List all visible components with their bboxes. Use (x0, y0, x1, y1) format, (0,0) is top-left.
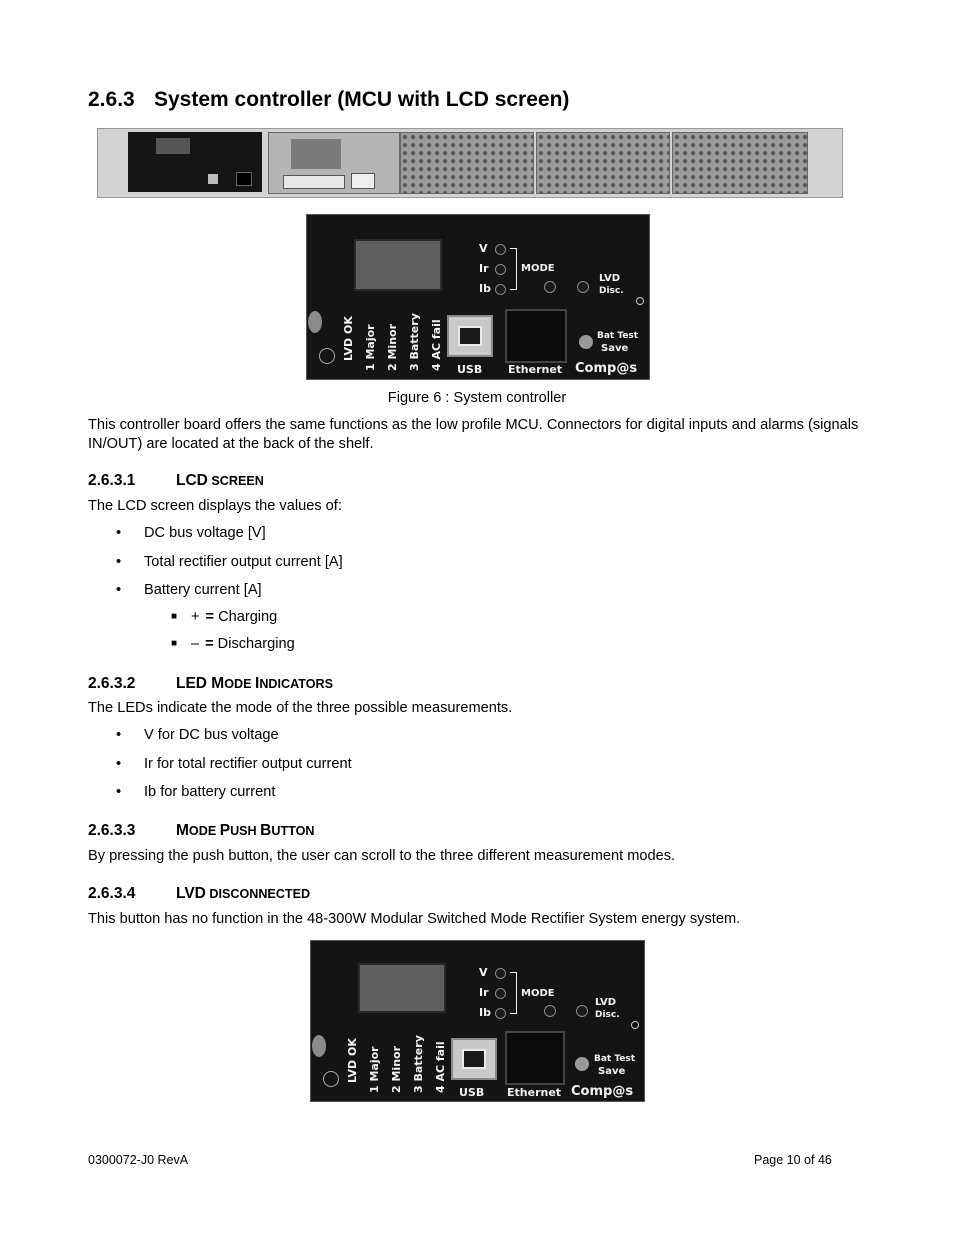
list-item: • V for DC bus voltage (116, 727, 279, 743)
led-label-v: V (479, 242, 488, 255)
distribution-module-thumb (268, 132, 400, 194)
list-item-text: Ib for battery current (144, 784, 276, 800)
list-item-text: Ir for total rectifier output current (144, 756, 352, 772)
bat-test-button (575, 1057, 589, 1071)
major-label: 1 Major (364, 324, 377, 371)
heading-part: P (219, 822, 231, 839)
minor-label: 2 Minor (390, 1045, 403, 1093)
sub-list-item-text: Discharging (217, 636, 295, 652)
led-ib (495, 1008, 506, 1019)
lvd-ok-label: LVD OK (342, 316, 355, 361)
equals-sign: = (205, 609, 215, 625)
panel-screw (312, 1035, 326, 1057)
subsection-title: LCD (176, 472, 208, 489)
led-label-ir: Ir (479, 986, 489, 999)
figure-caption: Figure 6 : System controller (387, 390, 567, 406)
heading-part: LVD (176, 885, 206, 902)
equals-sign: = (205, 636, 214, 652)
subsection-number: 2.6.3.2 (88, 675, 136, 692)
usb-port (451, 1038, 497, 1080)
minor-label: 2 Minor (386, 323, 399, 371)
usb-port (447, 315, 493, 357)
controller-panel-image-2 (310, 940, 645, 1102)
section-title: System controller (MCU with LCD screen) (154, 88, 570, 111)
sub-list-item: ■ – = Discharging (171, 636, 295, 652)
footer-page-number: Page 10 of 46 (754, 1153, 832, 1167)
mode-bracket (510, 248, 517, 290)
mode-label: MODE (521, 988, 555, 999)
save-label: Save (598, 1066, 626, 1077)
mode-paragraph: By pressing the push button, the user can scroll to the three different measurement modes. (88, 848, 676, 864)
lcd-screen (358, 963, 446, 1013)
heading-part: USH (230, 824, 261, 838)
ac-fail-label: 4 AC fail (430, 319, 443, 371)
led-label-v: V (479, 966, 488, 979)
subsection-title: SCREEN (207, 474, 264, 488)
lvd-disc-button (576, 1005, 588, 1017)
panel-hole (323, 1071, 339, 1087)
heading-part: DISCONNECTED (205, 887, 311, 901)
list-item: • Total rectifier output current [A] (116, 554, 343, 570)
usb-label: USB (459, 1086, 485, 1099)
heading-part: M (176, 822, 189, 839)
major-label: 1 Major (368, 1046, 381, 1093)
ethernet-label: Ethernet (507, 1086, 562, 1099)
led-v (495, 244, 506, 255)
led-ir (495, 264, 506, 275)
sign-symbol: + (191, 609, 200, 625)
list-item-text: Battery current [A] (144, 582, 262, 598)
list-item-text: DC bus voltage [V] (144, 525, 266, 541)
lvd-label: LVD (595, 997, 617, 1008)
ac-fail-label: 4 AC fail (434, 1041, 447, 1093)
ethernet-label: Ethernet (508, 363, 563, 376)
subsection-number: 2.6.3.4 (88, 885, 136, 902)
list-item: • Battery current [A] (116, 582, 262, 598)
rectifier-module-1 (400, 132, 534, 194)
usb-label: USB (457, 363, 483, 376)
led-v (495, 968, 506, 979)
disc-label: Disc. (595, 1010, 620, 1020)
bat-test-button (579, 335, 593, 349)
heading-part: UTTON (271, 824, 315, 838)
mode-label: MODE (521, 263, 555, 274)
led-label-ib: Ib (479, 282, 491, 295)
brand-logo: Comp@s (571, 1084, 634, 1099)
rectifier-module-2 (536, 132, 670, 194)
subsection-heading-mode (88, 822, 315, 840)
heading-part: ODE (188, 824, 220, 838)
lcd-screen (354, 239, 442, 291)
mode-bracket (510, 972, 517, 1014)
list-item-text: V for DC bus voltage (144, 727, 279, 743)
heading-part: NDICATORS (259, 677, 334, 691)
led-label-ib: Ib (479, 1006, 491, 1019)
list-item-text: Total rectifier output current [A] (144, 554, 343, 570)
lcd-paragraph: The LCD screen displays the values of: (88, 498, 342, 514)
led-paragraph: The LEDs indicate the mode of the three possible measurements. (88, 700, 513, 716)
rectifier-module-3 (672, 132, 808, 194)
led-label-ir: Ir (479, 262, 489, 275)
led-ib (495, 284, 506, 295)
bat-test-label: Bat Test (594, 1054, 636, 1064)
subsection-heading-lvd (88, 885, 310, 903)
subsection-number: 2.6.3.3 (88, 822, 136, 839)
section-number: 2.6.3 (88, 88, 135, 111)
list-item: • DC bus voltage [V] (116, 525, 266, 541)
mode-push-button (544, 1005, 556, 1017)
sub-list-item-text: Charging (218, 609, 278, 625)
shelf-photo (97, 128, 843, 198)
sub-list-item: ■ + = Charging (171, 609, 278, 625)
list-item: • Ib for battery current (116, 784, 276, 800)
lvd-paragraph: This button has no function in the 48-300W Modular Switched Mode Rectifier System energy system. (88, 911, 741, 927)
controller-panel-image (306, 214, 650, 380)
bat-test-label: Bat Test (597, 331, 639, 341)
lvd-ok-label: LVD OK (346, 1038, 359, 1083)
list-item: • Ir for total rectifier output current (116, 756, 352, 772)
lvd-disc-button (577, 281, 589, 293)
section-heading (88, 88, 569, 112)
battery-label: 3 Battery (412, 1035, 425, 1093)
heading-part: LED M (176, 675, 225, 692)
ethernet-port (505, 309, 567, 363)
panel-screw (308, 311, 322, 333)
mode-push-button (544, 281, 556, 293)
panel-hole (319, 348, 335, 364)
lvd-label: LVD (599, 273, 621, 284)
subsection-number: 2.6.3.1 (88, 472, 136, 489)
battery-label: 3 Battery (408, 313, 421, 371)
footer-doc-id: 0300072-J0 RevA (88, 1153, 189, 1167)
heading-part: I (255, 675, 260, 692)
subsection-heading-lcd (88, 472, 264, 490)
sign-symbol: – (191, 636, 200, 652)
intro-paragraph: This controller board offers the same functions as the low profile MCU. Connectors for digital inputs and alarms (signals IN/OUT) are located at the back of the shelf. (88, 417, 859, 452)
controller-module-thumb (128, 132, 262, 192)
ethernet-port (505, 1031, 565, 1085)
disc-label: Disc. (599, 286, 624, 296)
led-ir (495, 988, 506, 999)
heading-part: B (260, 822, 272, 839)
brand-logo: Comp@s (575, 361, 638, 376)
heading-part: ODE (224, 677, 256, 691)
subsection-heading-led (88, 675, 333, 693)
save-label: Save (601, 343, 629, 354)
